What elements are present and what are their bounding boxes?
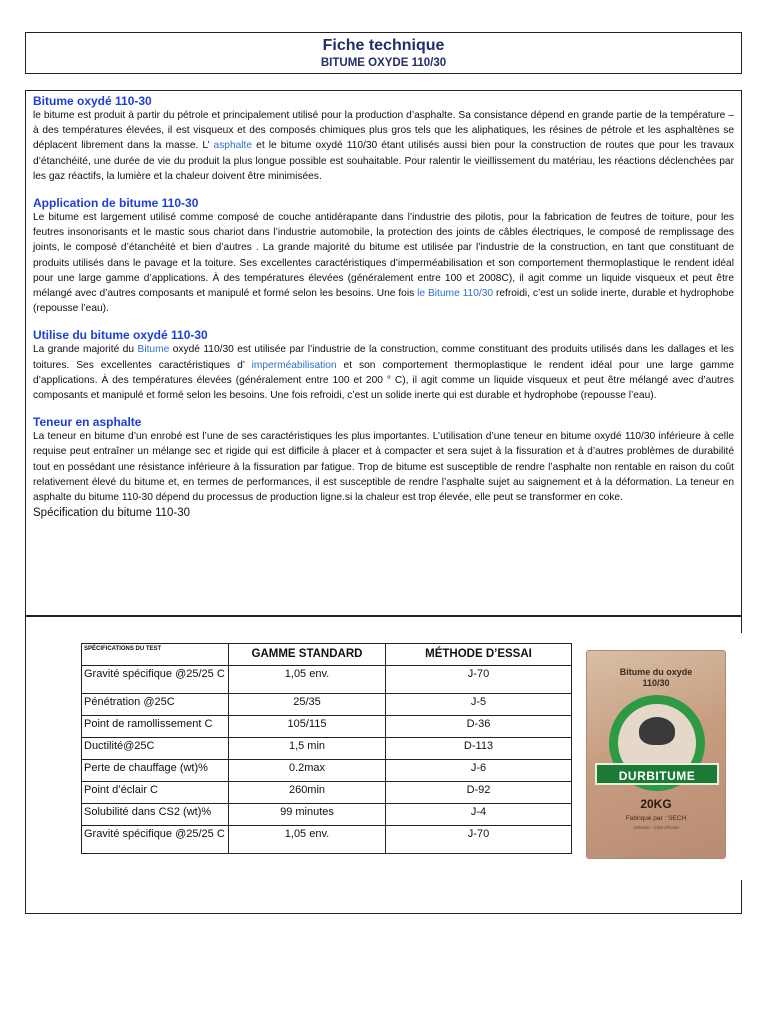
section-utilise — [33, 328, 734, 403]
text-run: oxydé 110/30 est utilisée par l’industrie de la construction, comme constituant des produits utilisés dans les dallages et les toitures. Ses excellentes caractéristiques d’ — [33, 344, 734, 371]
table-cell: Point de ramollissement C — [82, 716, 229, 738]
table-cell: 105/115 — [229, 716, 386, 738]
table-cell: Gravité spécifique @25/25 C — [82, 826, 229, 854]
link-bitume[interactable]: Bitume — [137, 344, 170, 356]
product-bag-image — [586, 650, 726, 859]
turtle-logo-icon — [639, 717, 675, 745]
product-title-line: 110/30 — [642, 678, 670, 688]
section-application — [33, 196, 734, 316]
text-run: le bitume est produit à partir du pétrole et principalement utilisé pour la production d’asphalte. Sa consistance dépend en grande partie de la température – à des températures élevées, il est visqueux et des composés chimiques plus gros tels que les aliphatiques, les résines de pétrole et les asphaltènes se déplacent librement dans la masse. L’ — [33, 110, 734, 152]
table-row — [82, 782, 572, 804]
table-cell: J-6 — [386, 760, 572, 782]
section-text — [33, 210, 734, 316]
brand-banner: DURBITUME — [595, 763, 719, 785]
section-text — [33, 429, 734, 505]
table-cell: Perte de chauffage (wt)% — [82, 760, 229, 782]
link-asphalte[interactable]: asphalte — [213, 140, 253, 152]
content-box — [25, 90, 742, 616]
section-text — [33, 342, 734, 403]
table-row — [82, 738, 572, 760]
table-cell: J-4 — [386, 804, 572, 826]
spec-line: Spécification du bitume 110-30 — [33, 507, 191, 520]
text-run: et son comportement thermoplastique le rendent idéal pour une large gamme d’applications. À des températures élevées (généralement entre 100 et 200 ° C), il agit comme un liquide visqueux et peut être mélangé avec d’autres composants et manipulé et formé selon les besoins. Une fois refroidi, c’est un solide inerte qui est durable et hydrophobe (repousse l’eau). — [33, 359, 734, 402]
table-cell: J-70 — [386, 666, 572, 694]
table-cell: Gravité spécifique @25/25 C — [82, 666, 229, 694]
border-segment — [741, 880, 742, 914]
table-row — [82, 760, 572, 782]
table-header-row — [82, 644, 572, 666]
text-run: Le bitume est largement utilisé comme composé de couche antidérapante dans l’industrie des pilotis, pour la fabrication de feutres de toiture, pour les feutres insonorisants et le mastic sous chariot dans l’industrie automobile, la protection des joints de câbles électriques, le composé de remplissage des joints, le composé d’étanchéité et bien d’autres . La grande majorité du bitume est utilisée par l’industrie de la construction, en tant que constituant de produits utilisés dans le pavage et la toiture. Ses excellentes caractéristiques d’imperméabilisation et son comportement thermoplastique le rendent idéal pour une large gamme d’applications. À des températures élevées (généralement entre 100 et 2008C), il agit comme un liquide visqueux et peut être mélangé avec d’autres composants et manipulé et formé selon les besoins. Une fois — [33, 212, 734, 300]
table-cell: 1,5 min — [229, 738, 386, 760]
table-cell: Pénétration @25C — [82, 694, 229, 716]
table-row — [82, 694, 572, 716]
table-cell: Point d’éclair C — [82, 782, 229, 804]
col-header-methode: MÉTHODE D’ESSAI — [386, 644, 572, 666]
title-box — [25, 32, 742, 74]
table-cell: J-70 — [386, 826, 572, 854]
product-address: Adresse - Côte d'Ivoire — [633, 825, 679, 830]
product-title-line: Bitume du oxyde — [619, 667, 693, 677]
section-heading: Teneur en asphalte — [33, 415, 142, 430]
table-cell: 260min — [229, 782, 386, 804]
section-text — [33, 108, 734, 184]
text-run: et le bitume oxydé 110/30 étant utilisés aussi bien pour la construction de routes que pour les travaux d’étanchéité, une durée de vie du produit la plus longue possible est souhaitable. Pour ralentir le vieillissement du matériau, les réactions déclenchées par les gaz réactifs, la lumière et la chaleur doivent être minimisées. — [33, 140, 734, 182]
table-row — [82, 666, 572, 694]
product-title — [587, 667, 725, 689]
link-bitume-110-30[interactable]: le Bitume 110/30 — [417, 288, 494, 300]
text-run: refroidi, c’est un solide inerte, durable et hydrophobe (repousse l’eau). — [33, 288, 734, 315]
section-bitume-oxyde — [33, 94, 734, 184]
table-cell: Ductilité@25C — [82, 738, 229, 760]
text-run: La grande majorité du — [33, 344, 138, 356]
table-cell: D-92 — [386, 782, 572, 804]
table-row — [82, 804, 572, 826]
table-cell: 1,05 env. — [229, 666, 386, 694]
border-segment — [741, 616, 742, 633]
table-cell: D-113 — [386, 738, 572, 760]
section-heading: Bitume oxydé 110-30 — [33, 94, 152, 108]
spec-table — [81, 643, 572, 854]
section-teneur — [33, 415, 734, 505]
product-weight: 20KG — [640, 797, 672, 811]
table-cell: 1,05 env. — [229, 826, 386, 854]
table-row — [82, 826, 572, 854]
link-impermeabilisation[interactable]: imperméabilisation — [251, 359, 337, 371]
table-cell: 0.2max — [229, 760, 386, 782]
table-cell: J-5 — [386, 694, 572, 716]
table-cell: Solubilité dans CS2 (wt)% — [82, 804, 229, 826]
col-header-test: SPÉCIFICATIONS DU TEST — [82, 644, 229, 666]
product-maker: Fabriqué par : SECH — [625, 815, 687, 822]
table-cell: D-36 — [386, 716, 572, 738]
col-header-gamme: GAMME STANDARD — [229, 644, 386, 666]
section-heading: Application de bitume 110-30 — [33, 196, 199, 211]
table-cell: 25/35 — [229, 694, 386, 716]
page-title: Fiche technique — [322, 37, 445, 54]
section-heading: Utilise du bitume oxydé 110-30 — [33, 328, 208, 343]
text-run: La teneur en bitume d’un enrobé est l’une de ses caractéristiques les plus importantes. L’utilisation d’une teneur en bitume oxydé 110/30 inférieure à celle requise peut entraîner un mélange sec et rigide qui est difficile à placer et à compacter et sera sujet à la fissuration et à d’autres problèmes de durabilité tout en possédant une résistance inférieure à la fissuration par fatigue. Trop de bitume est susceptible de rendre l’asphalte non rentable en raison du coût relativement élevé du bitume et, en termes de performances, il est susceptible de rendre l’asphalte sujet au saignement et à la déformation. La teneur en asphalte du bitume 110-30 dépend du processus de production ligne.si la chaleur est trop élevée, elle peut se transformer en coke. — [33, 431, 734, 504]
page-subtitle: BITUME OXYDE 110/30 — [320, 57, 447, 69]
table-cell: 99 minutes — [229, 804, 386, 826]
table-row — [82, 716, 572, 738]
